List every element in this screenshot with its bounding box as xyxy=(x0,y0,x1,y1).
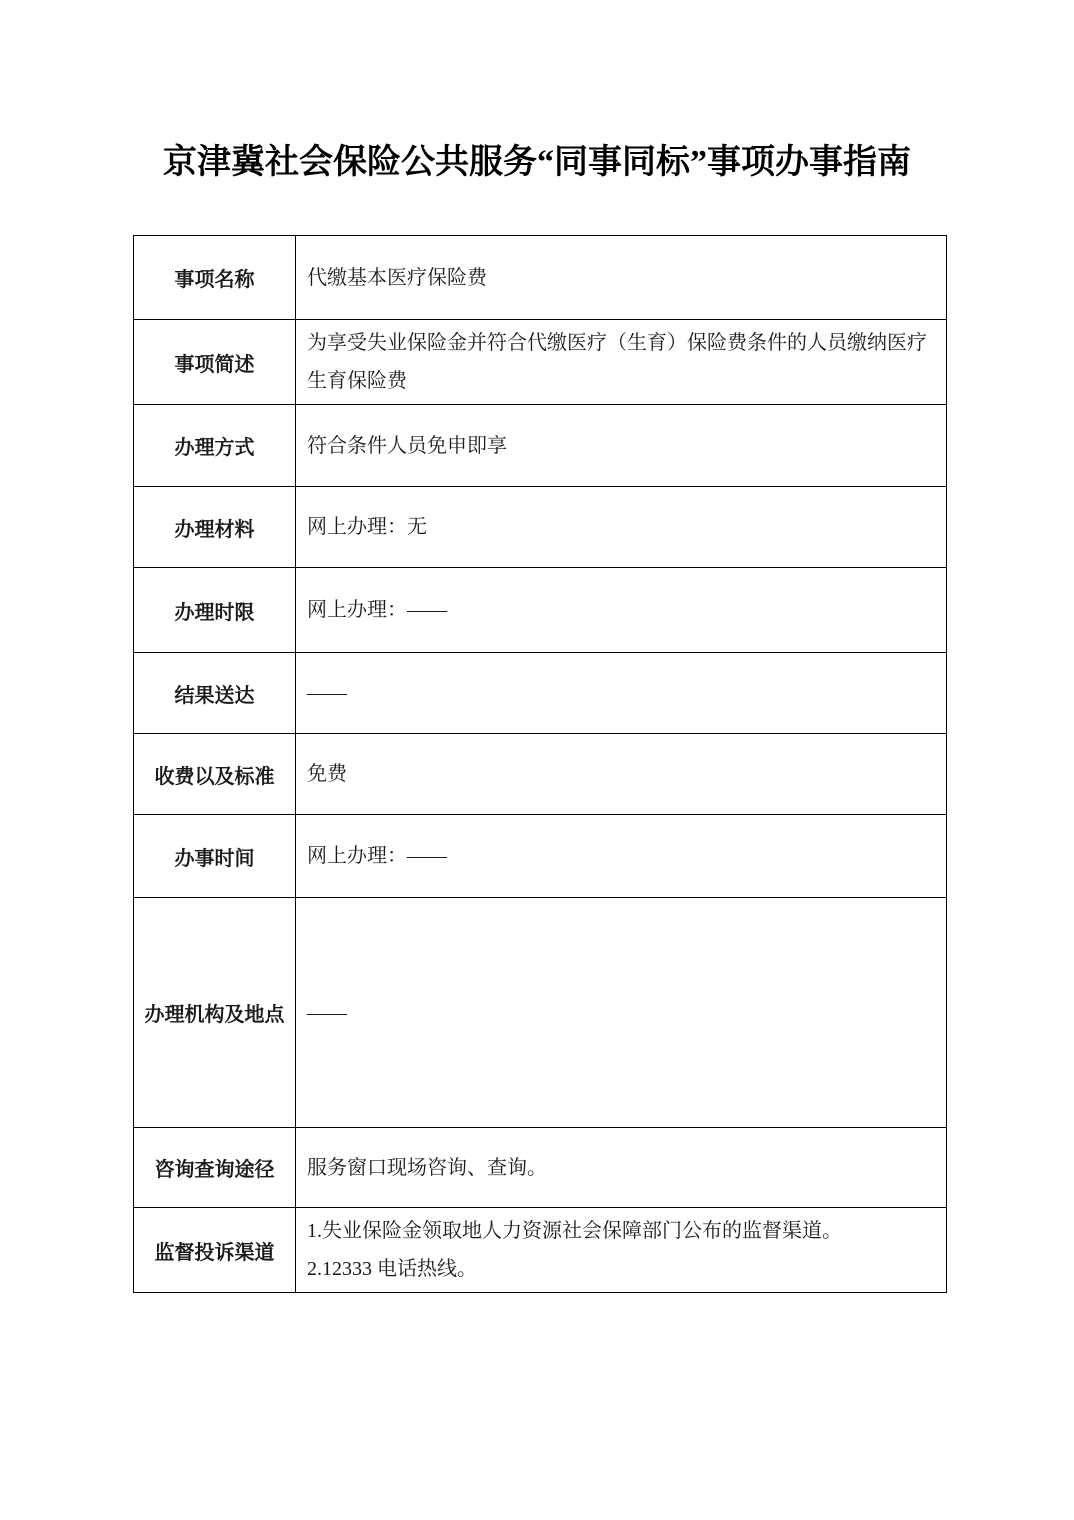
content-line: 免费 xyxy=(307,763,347,785)
row-content xyxy=(296,405,947,487)
table-row xyxy=(134,568,947,653)
content-line: —— xyxy=(307,682,347,704)
content-line: 服务窗口现场咨询、查询。 xyxy=(307,1156,547,1179)
row-content xyxy=(296,487,947,568)
table-row xyxy=(134,236,947,320)
row-content xyxy=(296,1128,947,1208)
table-row xyxy=(134,815,947,898)
row-label: 收费以及标准 xyxy=(134,734,296,815)
content-line: 1.失业保险金领取地人力资源社会保障部门公布的监督渠道。 xyxy=(307,1220,842,1242)
table-row xyxy=(134,734,947,815)
row-label: 办理方式 xyxy=(134,405,296,487)
service-guide-table xyxy=(133,235,947,1293)
row-label: 咨询查询途径 xyxy=(134,1128,296,1208)
table-row xyxy=(134,1208,947,1293)
page-title: 京津冀社会保险公共服务“同事同标”事项办事指南 xyxy=(163,144,911,181)
table-row xyxy=(134,487,947,568)
row-content xyxy=(296,653,947,734)
row-label: 事项简述 xyxy=(134,320,296,405)
row-label: 办事时间 xyxy=(134,815,296,898)
row-content xyxy=(296,898,947,1128)
content-line: —— xyxy=(307,1001,347,1024)
row-label: 监督投诉渠道 xyxy=(134,1208,296,1293)
row-label: 办理材料 xyxy=(134,487,296,568)
content-line: 代缴基本医疗保险费 xyxy=(307,266,487,289)
row-content xyxy=(296,236,947,320)
content-line: 符合条件人员免申即享 xyxy=(307,434,507,457)
content-line: 网上办理：—— xyxy=(307,845,447,867)
table-row xyxy=(134,1128,947,1208)
row-content xyxy=(296,1208,947,1293)
table-row xyxy=(134,653,947,734)
row-label: 事项名称 xyxy=(134,236,296,320)
row-label: 办理机构及地点 xyxy=(134,898,296,1128)
row-content xyxy=(296,815,947,898)
content-line: 网上办理：—— xyxy=(307,599,447,621)
row-label: 结果送达 xyxy=(134,653,296,734)
content-line: 为享受失业保险金并符合代缴医疗（生育）保险费条件的人员缴纳医疗生育保险费 xyxy=(307,332,927,392)
row-content xyxy=(296,320,947,405)
table-row xyxy=(134,898,947,1128)
table-row xyxy=(134,405,947,487)
row-content xyxy=(296,734,947,815)
content-line: 网上办理：无 xyxy=(307,516,427,538)
guide-table-body xyxy=(134,236,947,1293)
row-label: 办理时限 xyxy=(134,568,296,653)
table-row xyxy=(134,320,947,405)
content-line: 2.12333 电话热线。 xyxy=(307,1258,477,1280)
row-content xyxy=(296,568,947,653)
